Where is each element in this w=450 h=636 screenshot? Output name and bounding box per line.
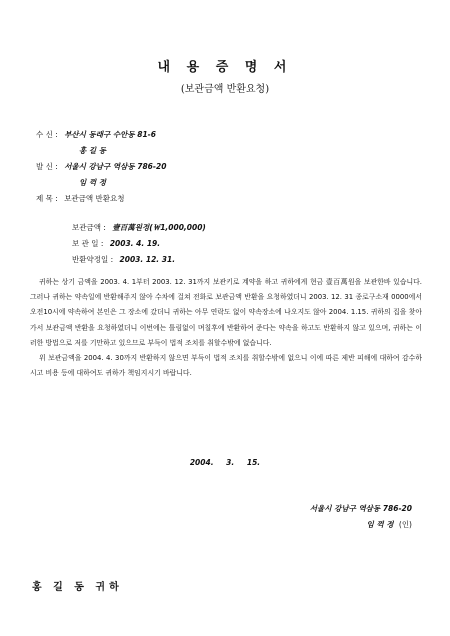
return-date-value: 2003. 12. 31. [119, 255, 176, 264]
sender-label: 발 신 : [36, 162, 58, 171]
document-subtitle: (보관금액 반환요청) [180, 84, 270, 95]
subject-row [36, 193, 125, 204]
recipient-row [36, 129, 156, 140]
deposit-date-label: 보 관 일 : [72, 239, 104, 248]
return-date-label: 반환약정일 : [72, 255, 114, 264]
body-paragraph-2: 위 보관금액을 2004. 4. 30까지 반환하지 않으면 부득이 법적 조치를 취할수밖에 없으니 이에 따른 제반 피해에 대하여 감수하시고 비용 등에 대하여도 귀하가 책임지시기 바랍니다. [30, 354, 422, 378]
seal-mark: (인) [398, 520, 412, 529]
subject-value: 보관금액 반환요청 [64, 194, 125, 203]
closing-signature [367, 519, 412, 530]
sender-address: 서울시 강남구 역삼동 786-20 [64, 162, 167, 171]
amount-label: 보관금액 : [72, 223, 106, 232]
amount-value: 壹百萬원정(￦1,000,000) [112, 223, 206, 232]
subject-label: 제 목 : [36, 194, 58, 203]
closing-name: 임 꺽 정 [366, 520, 394, 529]
closing-address: 서울시 강남구 역삼동 786-20 [309, 504, 412, 513]
return-date-row [72, 254, 175, 265]
recipient-label: 수 신 : [36, 130, 58, 139]
sender-row [36, 161, 166, 172]
recipient-name: 홍 길 동 [79, 146, 106, 155]
document-title: 내 용 증 명 서 [157, 60, 293, 75]
amount-row [72, 222, 206, 233]
body-paragraph-1: 귀하는 상기 금액을 2003. 4. 1부터 2003. 12. 31까지 보관키로 계약을 하고 귀하에게 현금 壹百萬원을 보관한바 있습니다. 그러나 귀하는 약속일에 반환해주지 않아 수차에 걸쳐 전화로 보관금액 반환을 요청하였더니 2003. 12. 31 종로구소재 0000에서 오전10시에 약속하여 본인은 그 장소에 갔더니 귀하는 아무 연락도 없이 약속장소에 나오지도 않아 2004. 1.15. 귀하의 집을 찾아가서 보관금액 반환을 요청하였더니 이번에는 틀림없이 며칠후에 반환하여 준다는 약속을 하고도 반환하지 않고 있으며, 귀하는 이러한 방법으로 저를 기만하고 있으므로 부득이 법적 조치를 취할수밖에 없습니다. [30, 278, 422, 347]
deposit-date-row [72, 238, 160, 249]
recipient-address: 부산시 동래구 수안동 81-6 [64, 130, 156, 139]
sender-name: 임 꺽 정 [79, 178, 106, 187]
addressee-line: 홍 길 동 귀하 [32, 582, 123, 593]
letter-date: 2004. 3. 15. [189, 458, 261, 467]
letter-body [30, 275, 422, 381]
deposit-date-value: 2003. 4. 19. [109, 239, 161, 248]
